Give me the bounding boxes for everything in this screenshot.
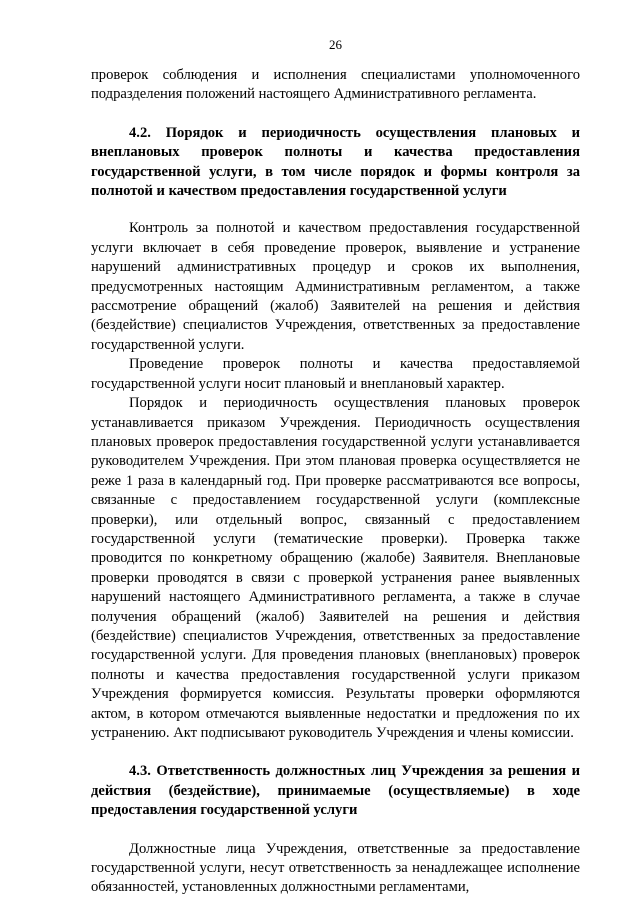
section-4-2-paragraph-1: Контроль за полнотой и качеством предоставления государственной услуги включает в себя проведение проверок, выявление и устранение нарушений административных процедур и сроков их выполнения, предусмотренных настоящим Административным регламентом, а также рассмотрение обращений (жалоб) Заявителей на решения и действия (бездействие) специалистов Учреждения, ответственных за предоставление государственной услуги. bbox=[91, 220, 580, 353]
section-4-2-paragraph-3: Порядок и периодичность осуществления плановых проверок устанавливается приказом Учреждения. Периодичность осуществления плановых проверок предоставления государственной услуги устанавливается руководителем Учреждения. При этом плановая проверка осуществляется не реже 1 раза в календарный год. При проверке рассматриваются все вопросы, связанные с предоставлением государственной услуги (комплексные проверки), или отдельный вопрос, связанный с предоставлением государственной услуги (тематические проверки). Проверка также проводится по конкретному обращению (жалобе) Заявителя. Внеплановые проверки проводятся в связи с проверкой устранения ранее выявленных нарушений настоящего Административного регламента, а также в случае получения обращений (жалоб) Заявителей на решения и действия (бездействие) специалистов Учреждения, ответственных за предоставление государственной услуги. Для проведения плановых (внеплановых) проверок полноты и качества предоставления государственной услуги приказом Учреждения формируется комиссия. Результаты проверки оформляются актом, в котором отмечаются выявленные недостатки и предложения по их устранению. Акт подписывают руководитель Учреждения и члены комиссии. bbox=[91, 395, 580, 741]
section-4-3-paragraph-1: Должностные лица Учреждения, ответственные за предоставление государственной услуги, несут ответственность за ненадлежащее исполнение обязанностей, установленных должностными регламентами, bbox=[91, 840, 580, 896]
intro-paragraph: проверок соблюдения и исполнения специалистами уполномоченного подразделения положений настоящего Административного регламента. bbox=[91, 67, 580, 103]
page-content bbox=[91, 66, 580, 898]
section-4-2-heading: 4.2. Порядок и периодичность осуществления плановых и внеплановых проверок полноты и качества предоставления государственной услуги, в том числе порядок и формы контроля за полнотой и качеством предоставления государственной услуги bbox=[91, 124, 580, 200]
section-4-3-heading: 4.3. Ответственность должностных лиц Учреждения за решения и действия (бездействие), принимаемые (осуществляемые) в ходе предоставления государственной услуги bbox=[91, 763, 580, 819]
section-4-2-paragraph-2: Проведение проверок полноты и качества предоставляемой государственной услуги носит плановый и внеплановый характер. bbox=[91, 356, 580, 392]
page-number: 26 bbox=[329, 37, 342, 52]
